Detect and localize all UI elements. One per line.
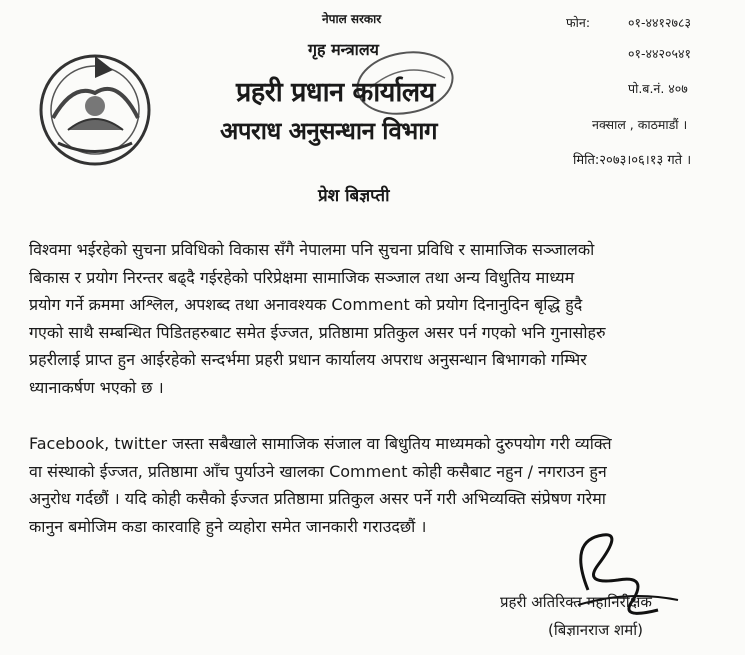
phone-number-2: ०१-४४२०५४१ — [628, 46, 692, 61]
paragraph-line: ध्यानाकर्षण भएको छ । — [29, 377, 164, 397]
paragraph-line: Facebook, twitter जस्ता सबैखाले सामाजिक संजाल वा बिधुतिय माध्यमको दुरुपयोग गरी व्यक्ति — [29, 434, 612, 453]
ministry-name: गृह मन्त्रालय — [308, 40, 379, 59]
address: नक्साल , काठमाडौं । — [592, 117, 688, 132]
press-release-title: प्रेश बिज्ञप्ती — [318, 186, 390, 206]
paragraph-line: विश्वमा भईरहेको सुचना प्रविधिको विकास सँगै नेपालमा पनि सुचना प्रविधि र सामाजिक सञ्जालको — [29, 240, 595, 259]
paragraph-line: गएको साथै सम्बन्धित पिडितहरुबाट समेत ईज्जत, प्रतिष्ठामा प्रतिकुल असर पर्न गएको भनि गुनासोहरु — [29, 322, 606, 342]
paragraph-line: प्रयोग गर्ने क्रममा अश्लिल, अपशब्द तथा अनावश्यक Comment को प्रयोग दिनानुदिन बृद्धि हुदै — [29, 295, 583, 314]
office-title: प्रहरी प्रधान कार्यालय — [236, 77, 435, 108]
paragraph-line: अनुरोध गर्दछौं । यदि कोही कसैको ईज्जत प्रतिष्ठामा प्रतिकुल असर पर्ने गरी अभिव्यक्ति संप्रेषण गरेमा — [29, 489, 606, 508]
phone-label: फोन: — [566, 15, 591, 30]
nepal-government-emblem — [28, 48, 163, 168]
handwritten-signature — [548, 520, 688, 630]
government-name: नेपाल सरकार — [322, 12, 382, 26]
paragraph-1 — [29, 236, 729, 401]
phone-number-1: ०१-४४१२७८३ — [628, 15, 692, 30]
paragraph-line: प्रहरीलाई प्राप्त हुन आईरहेको सन्दर्भमा प्रहरी प्रधान कार्यालय अपराध अनुसन्धान बिभागको गम्भिर — [29, 350, 587, 369]
department-title: अपराध अनुसन्धान विभाग — [220, 117, 437, 145]
paragraph-line: वा संस्थाको ईज्जत, प्रतिष्ठामा आँच पुर्याउने खालका Comment कोही कसैबाट नहुन / नगराउन हुन — [29, 461, 607, 481]
paragraph-line: बिकास र प्रयोग निरन्तर बढ्दै गईरहेको परिप्रेक्षमा सामाजिक सञ्जाल तथा अन्य विधुतिय माध्यम — [29, 267, 575, 287]
signer-name: (बिज्ञानराज शर्मा) — [548, 621, 643, 639]
issue-date: मिति:२०७३।०६।१३ गते । — [573, 153, 692, 168]
paragraph-line: कानुन बमोजिम कडा कारवाहि हुने व्यहोरा समेत जानकारी गराउदछौं । — [29, 516, 427, 536]
po-box: पो.ब.नं. ४०७ — [628, 81, 688, 96]
signer-title: प्रहरी अतिरिक्त महानिरीक्षक — [500, 593, 652, 611]
